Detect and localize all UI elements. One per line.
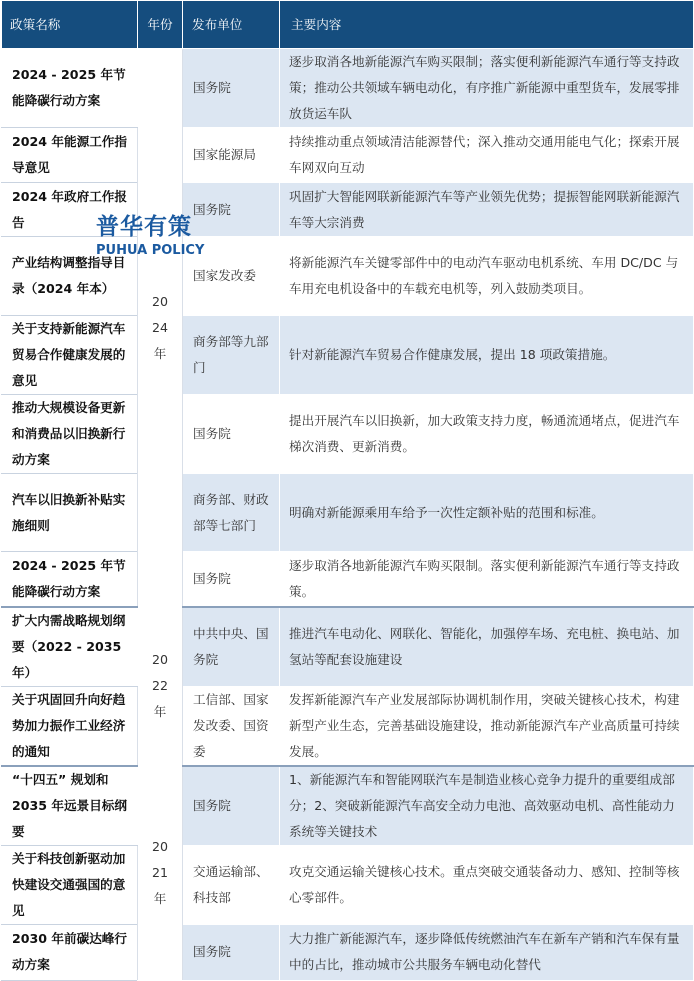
table-row — [2, 686, 694, 766]
main-content: 持续推动重点领域清洁能源替代；深入推动交通用能电气化；探索开展车网双向互动 — [280, 128, 694, 183]
publisher: 国务院 — [183, 395, 280, 474]
header-year: 年份 — [138, 1, 183, 49]
publisher: 中共中央、国务院 — [183, 607, 280, 687]
year-label-part: 年 — [153, 890, 167, 906]
table-row — [2, 607, 694, 687]
table-row — [2, 395, 694, 474]
publisher: 商务部、财政部等七部门 — [183, 474, 280, 552]
year-cell-2022 — [138, 607, 183, 766]
table-row — [2, 237, 694, 316]
year-label-part: 年 — [153, 704, 167, 719]
publisher: 国务院 — [183, 766, 280, 846]
table-row — [2, 316, 694, 395]
table-row — [2, 845, 694, 924]
main-content: 1、新能源汽车和智能网联汽车是制造业核心竞争力提升的重要组成部分；2、突破新能源汽车高安全动力电池、高效驱动电机、高性能动力系统等关键技术 — [280, 766, 694, 846]
watermark-text-zh: 普华有策 — [96, 214, 192, 240]
watermark-text-en: PUHUA POLICY — [96, 243, 205, 258]
publisher: 国家能源局 — [183, 128, 280, 183]
main-content: 巩固扩大智能网联新能源汽车等产业领先优势；提振智能网联新能源汽车等大宗消费 — [280, 183, 694, 237]
year-label-part: 21 — [151, 864, 169, 880]
main-content: 提出开展汽车以旧换新，加大政策支持力度，畅通流通堵点，促进汽车梯次消费、更新消费。 — [280, 395, 694, 474]
publisher: 商务部等九部门 — [183, 316, 280, 395]
policy-name: 扩大内需战略规划纲要（2022 - 2035 年） — [2, 607, 138, 687]
header-main-content: 主要内容 — [280, 1, 694, 49]
policy-name: 关于巩固回升向好趋势加力振作工业经济的通知 — [2, 686, 138, 766]
policy-name: 关于支持新能源汽车贸易合作健康发展的意见 — [2, 316, 138, 395]
table-row — [2, 474, 694, 552]
publisher: 国家发改委 — [183, 237, 280, 316]
main-content: 将新能源汽车关键零部件中的电动汽车驱动电机系统、车用 DC/DC 与车用充电机设备中的车载充电机等，列入鼓励类项目。 — [280, 237, 694, 316]
publisher: 国务院 — [183, 552, 280, 607]
table-header-row — [2, 1, 694, 49]
publisher: 国务院 — [183, 49, 280, 128]
main-content: 发挥新能源汽车产业发展部际协调机制作用，突破关键核心技术，构建新型产业生态，完善基础设施建设，推动新能源汽车产业高质量可持续发展。 — [280, 686, 694, 766]
table-row — [2, 766, 694, 846]
header-publisher: 发布单位 — [183, 1, 280, 49]
main-content: 攻克交通运输关键核心技术。重点突破交通装备动力、感知、控制等核心零部件。 — [280, 845, 694, 924]
publisher: 国务院 — [183, 183, 280, 237]
policy-name: 2024 - 2025 年节能降碳行动方案 — [2, 552, 138, 607]
year-cell-2024 — [138, 49, 183, 607]
publisher: 工信部、国家发改委、国资委 — [183, 686, 280, 766]
table-row — [2, 924, 694, 980]
year-label-part: 20 — [151, 838, 169, 854]
main-content: 逐步取消各地新能源汽车购买限制；落实便利新能源汽车通行等支持政策；推动公共领域车辆电动化，有序推广新能源中重型货车，发展零排放货运车队 — [280, 49, 694, 128]
main-content: 大力推广新能源汽车，逐步降低传统燃油汽车在新车产销和汽车保有量中的占比，推动城市公共服务车辆电动化替代 — [280, 924, 694, 980]
main-content: 推进汽车电动化、网联化、智能化，加强停车场、充电桩、换电站、加氢站等配套设施建设 — [280, 607, 694, 687]
year-label-part: 20 — [151, 293, 169, 309]
year-label-part: 年 — [153, 345, 167, 361]
header-policy-name: 政策名称 — [2, 1, 138, 49]
policy-name: 关于科技创新驱动加快建设交通强国的意见 — [2, 845, 138, 924]
publisher: 国务院 — [183, 924, 280, 980]
table-row — [2, 49, 694, 128]
table-row — [2, 183, 694, 237]
year-label-part: 24 — [151, 319, 169, 335]
policy-name: “十四五” 规划和 2035 年远景目标纲要 — [2, 766, 138, 846]
main-content: 逐步取消各地新能源汽车购买限制。落实便利新能源汽车通行等支持政策。 — [280, 552, 694, 607]
year-label-part: 22 — [151, 678, 169, 693]
policy-name: 2024 - 2025 年节能降碳行动方案 — [2, 49, 138, 128]
policy-name: 2024 年政府工作报告 — [2, 183, 138, 237]
policy-name: 产业结构调整指导目录（2024 年本） — [2, 237, 138, 316]
main-content: 针对新能源汽车贸易合作健康发展，提出 18 项政策措施。 — [280, 316, 694, 395]
year-cell-2021 — [138, 766, 183, 981]
table-row — [2, 552, 694, 607]
policy-name: 2030 年前碳达峰行动方案 — [2, 924, 138, 980]
main-content: 明确对新能源乘用车给予一次性定额补贴的范围和标准。 — [280, 474, 694, 552]
publisher: 交通运输部、科技部 — [183, 845, 280, 924]
policy-table — [1, 0, 694, 981]
year-label-part: 20 — [151, 652, 169, 667]
policy-name: 2024 年能源工作指导意见 — [2, 128, 138, 183]
policy-name: 推动大规模设备更新和消费品以旧换新行动方案 — [2, 395, 138, 474]
table-row — [2, 128, 694, 183]
policy-name: 汽车以旧换新补贴实施细则 — [2, 474, 138, 552]
